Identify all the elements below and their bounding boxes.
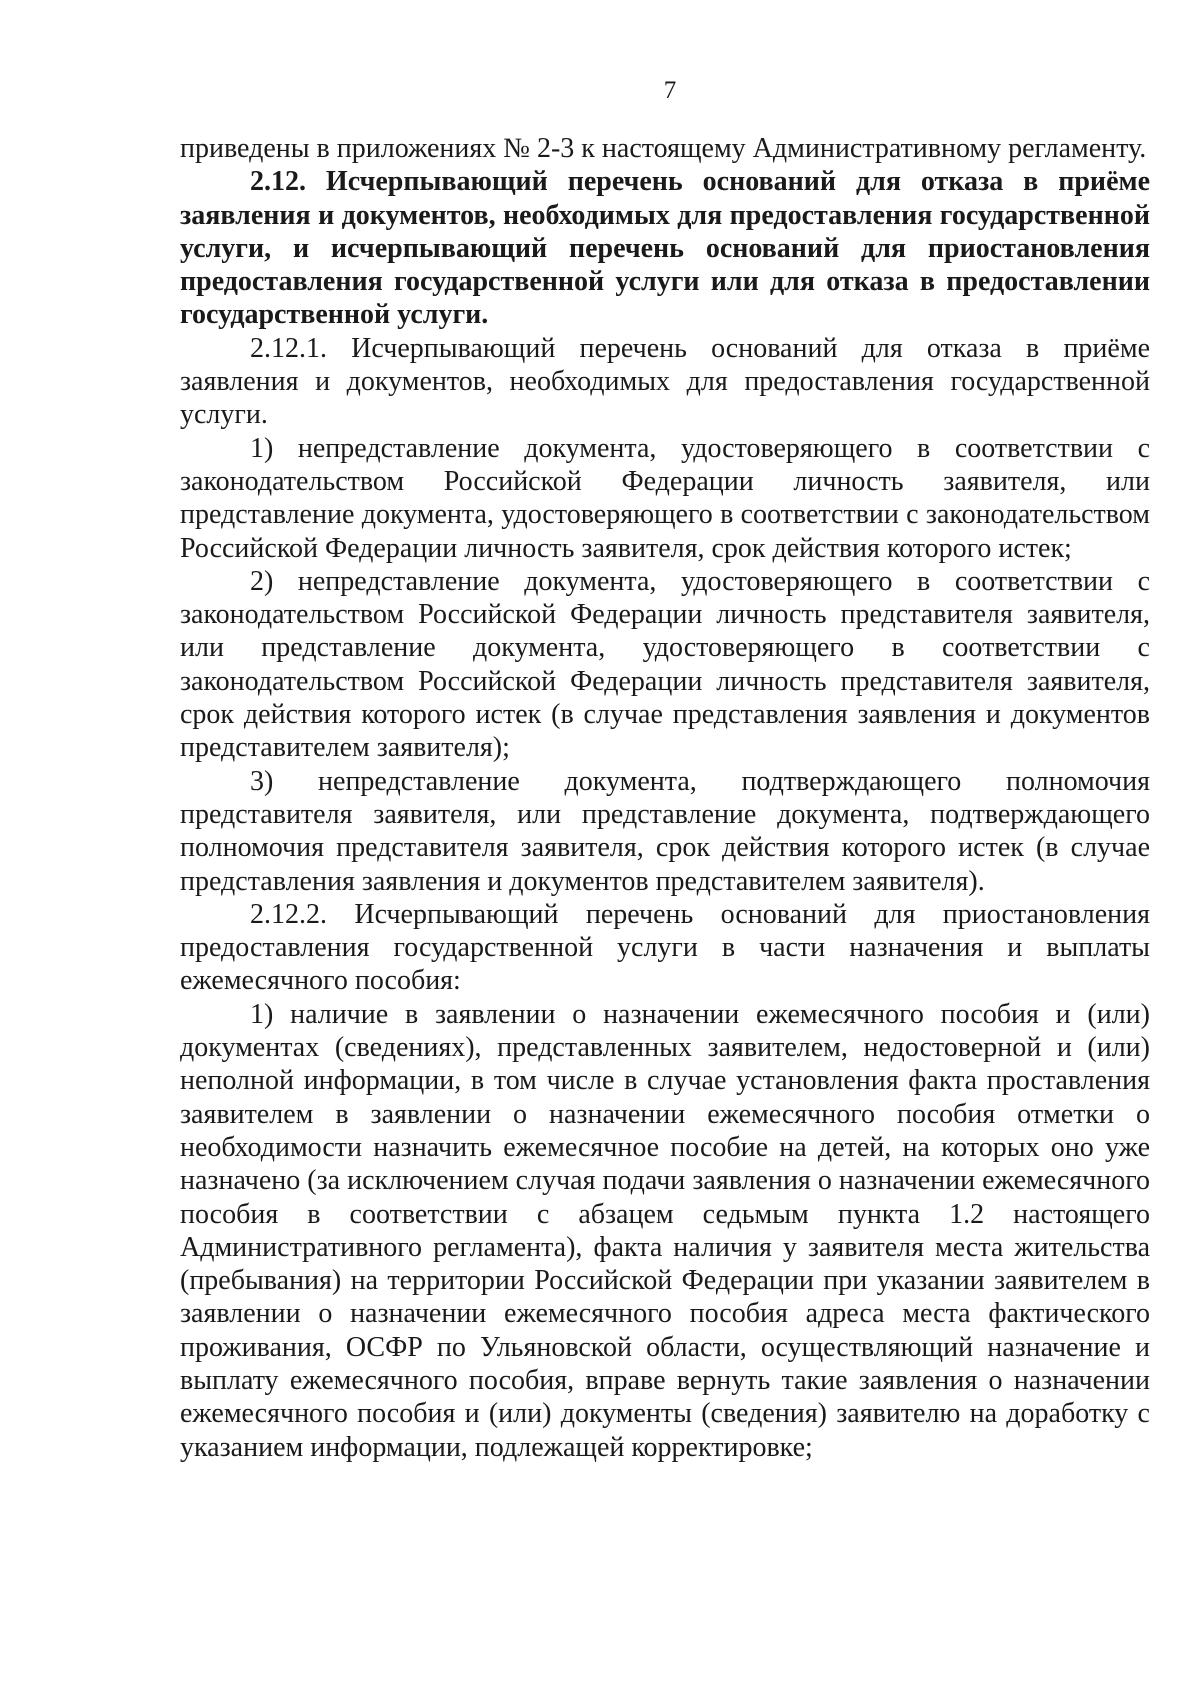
document-body [180,132,1150,1464]
paragraph-continuation: приведены в приложениях № 2-3 к настоящему Административному регламенту. [180,133,1147,164]
list-item-2-12-2-1: 1) наличие в заявлении о назначении ежемесячного пособия и (или) документах (сведениях), представленных заявителем, недостоверной и (или) неполной информации, в том числе в случае установления факта проставления заявителем в заявлении о назначении ежемесячного пособия отметки о необходимости назначить ежемесячное пособие на детей, на которых оно уже назначено (за исключением случая подачи заявления о назначении ежемесячного пособия в соответствии с абзацем седьмым пункта 1.2 настоящего Административного регламента), факта наличия у заявителя места жительства (пребывания) на территории Российской Федерации при указании заявителем в заявлении о назначении ежемесячного пособия адреса места фактического проживания, ОСФР по Ульяновской области, осуществляющий назначение и выплату ежемесячного пособия, вправе вернуть такие заявления о назначении ежемесячного пособия и (или) документы (сведения) заявителю на доработку с указанием информации, подлежащей корректировке; [180,998,1150,1463]
page-number: 7 [663,77,677,104]
list-item-1: 1) непредставление документа, удостоверяющего в соответствии с законодательством Российской Федерации личность заявителя, или представление документа, удостоверяющего в соответствии с законодательством Российской Федерации личность заявителя, срок действия которого истек; [180,432,1150,564]
section-heading-2-12: 2.12. Исчерпывающий перечень оснований для отказа в приёме заявления и документов, необходимых для предоставления государственной услуги, и исчерпывающий перечень оснований для приостановления предоставления государственной услуги или для отказа в предоставлении государственной услуги. [180,166,1150,331]
paragraph-2-12-2: 2.12.2. Исчерпывающий перечень оснований для приостановления предоставления государственной услуги в части назначения и выплаты ежемесячного пособия: [180,898,1150,997]
paragraph-2-12-1: 2.12.1. Исчерпывающий перечень оснований для отказа в приёме заявления и документов, необходимых для предоставления государственной услуги. [180,332,1150,431]
list-item-3: 3) непредставление документа, подтверждающего полномочия представителя заявителя, или представление документа, подтверждающего полномочия представителя заявителя, срок действия которого истек (в случае представления заявления и документов представителем заявителя). [180,765,1150,897]
list-item-2: 2) непредставление документа, удостоверяющего в соответствии с законодательством Российской Федерации личность представителя заявителя, или представление документа, удостоверяющего в соответствии с законодательством Российской Федерации личность представителя заявителя, срок действия которого истек (в случае представления заявления и документов представителем заявителя); [180,565,1150,764]
